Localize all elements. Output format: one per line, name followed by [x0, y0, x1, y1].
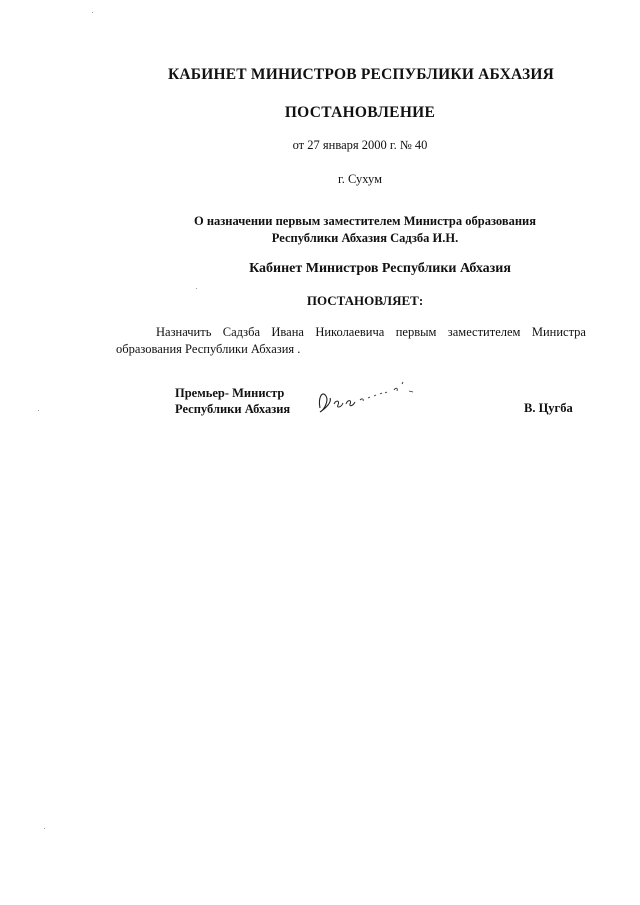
- subject-line-1: О назначении первым заместителем Министра образования: [193, 214, 537, 228]
- signer-name: В. Цугба: [524, 401, 573, 415]
- scan-speck: [92, 12, 93, 13]
- document-title: КАБИНЕТ МИНИСТРОВ РЕСПУБЛИКИ АБХАЗИЯ: [167, 66, 555, 83]
- signer-position-line-2: Республики Абхазия: [175, 402, 291, 416]
- subject-heading: [0, 213, 640, 247]
- handwritten-signature: [314, 378, 424, 418]
- signer-position-line-1: Премьер- Министр: [175, 386, 285, 400]
- body-paragraph: Назначить Садзба Ивана Николаевича первым заместителем Министра образования Республики Абхазия .: [116, 325, 586, 356]
- date-number-line: от 27 января 2000 г. № 40: [292, 138, 428, 152]
- cabinet-heading: Кабинет Министров Республики Абхазия: [249, 261, 511, 276]
- decrees-heading: ПОСТАНОВЛЯЕТ:: [306, 293, 424, 308]
- scan-speck: [38, 410, 39, 411]
- subject-line-2: Республики Абхазия Садзба И.Н.: [271, 231, 459, 245]
- document-type: ПОСТАНОВЛЕНИЕ: [284, 104, 436, 121]
- signer-position: [175, 385, 290, 417]
- scan-speck: [44, 828, 45, 829]
- scan-speck: [196, 288, 197, 289]
- city-line: г. Сухум: [337, 172, 382, 186]
